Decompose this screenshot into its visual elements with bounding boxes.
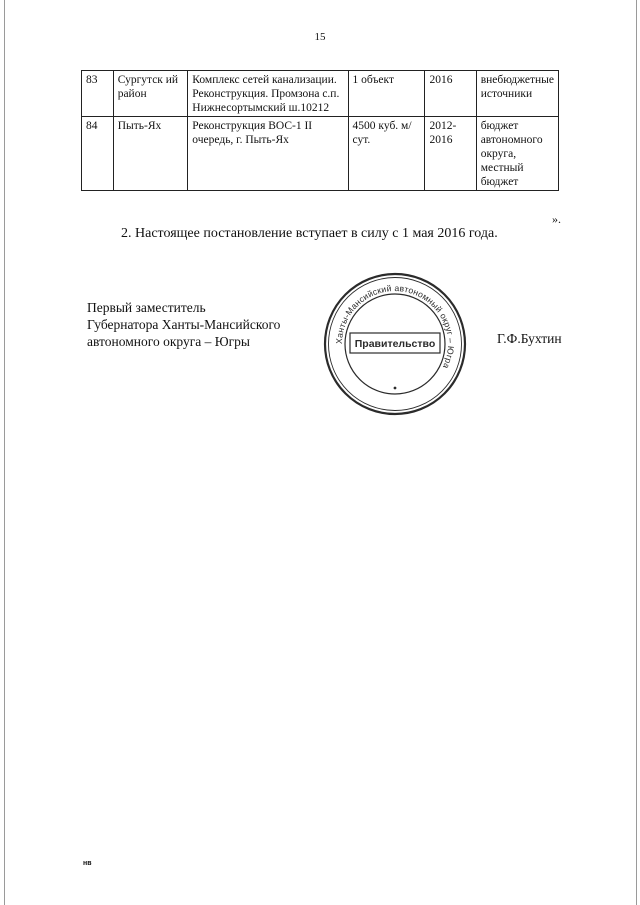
table-row xyxy=(82,71,559,117)
row-number: 84 xyxy=(82,117,114,191)
scan-edge-right xyxy=(636,0,637,905)
projects-table xyxy=(81,70,559,191)
row-object-name: Реконструкция ВОС-1 II очередь, г. Пыть-Ях xyxy=(188,117,348,191)
closing-quote: ». xyxy=(552,212,561,226)
row-funding-source: бюджет автономного округа, местный бюджет xyxy=(476,117,558,191)
row-object-name: Комплекс сетей канализации. Реконструкция. Промзона с.п. Нижнесортымский ш.10212 xyxy=(188,71,348,117)
executor-initials: нв xyxy=(83,860,92,867)
row-capacity: 4500 куб. м/сут. xyxy=(348,117,425,191)
signer-title xyxy=(87,299,280,350)
row-number: 83 xyxy=(82,71,114,117)
signer-name: Г.Ф.Бухтин xyxy=(497,331,562,346)
table-row xyxy=(82,117,559,191)
page-number: 15 xyxy=(314,31,326,43)
row-capacity: 1 объект xyxy=(348,71,425,117)
signer-title-line: Губернатора Ханты-Мансийского xyxy=(87,317,281,332)
row-years: 2016 xyxy=(425,71,476,117)
row-years: 2012- 2016 xyxy=(425,117,476,191)
official-seal xyxy=(323,272,467,416)
seal-dot xyxy=(394,387,397,390)
signer-title-line: автономного округа – Югры xyxy=(87,334,250,349)
effective-date-clause: 2. Настоящее постановление вступает в силу с 1 мая 2016 года. xyxy=(121,226,498,241)
row-area: Сургутск ий район xyxy=(113,71,188,117)
seal-ring-text: Ханты-Мансийский автономный округ – Югра xyxy=(333,282,457,371)
row-area: Пыть-Ях xyxy=(113,117,188,191)
signer-title-line: Первый заместитель xyxy=(87,300,206,315)
row-funding-source: внебюджетные источники xyxy=(476,71,558,117)
seal-center-text: Правительство xyxy=(354,338,436,350)
scan-edge-left xyxy=(4,0,5,905)
